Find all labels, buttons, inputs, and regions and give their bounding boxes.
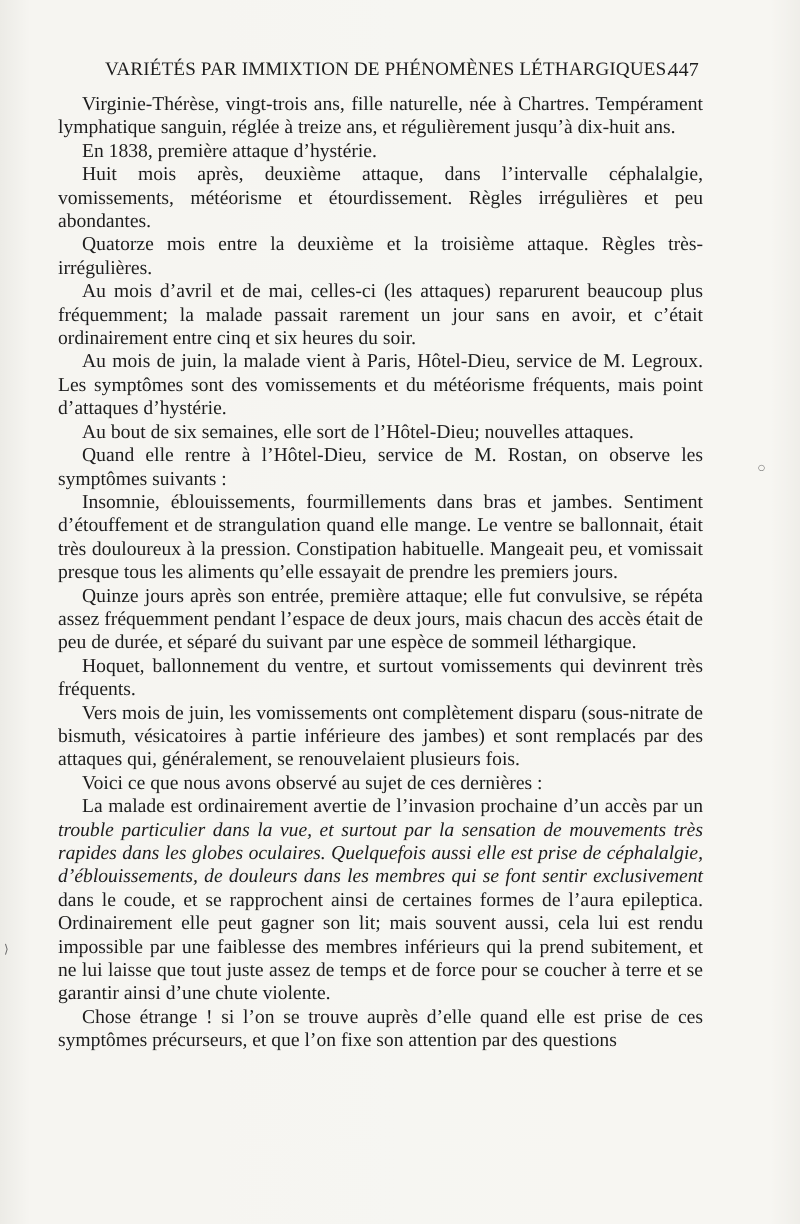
- text-span: Quand elle rentre à l’Hôtel-Dieu, service de M. Rostan, on observe les symptômes suivants :: [58, 445, 703, 490]
- text-span: Insomnie, éblouissements, fourmillements dans bras et jambes. Sentiment d’étouffement et de strangulation quand elle mange. Le ventre se ballonnait, était très douloureux à la pression. Constipation habituelle. Mangeait peu, et vomissait presque tous les aliments qu’elle essayait de prendre les premiers jours.: [58, 491, 703, 584]
- paragraph: [58, 444, 703, 491]
- paragraph: [58, 491, 703, 585]
- text-span: Au mois d’avril et de mai, celles-ci (les attaques) reparurent beaucoup plus fréquemment; la malade passait rarement un jour sans en avoir, et c’était ordinairement entre cinq et six heures du soir.: [58, 281, 703, 350]
- running-head: VARIÉTÉS PAR IMMIXTION DE PHÉNOMÈNES LÉTHARGIQUES.: [105, 59, 672, 80]
- italic-text: trouble particulier dans la vue, et surtout par la sensation de mouvements très rapides dans les globes oculaires. Quelquefois aussi elle est prise de céphalalgie, d’éblouissements, de douleurs dans les membres qui se font sentir exclusivement: [58, 819, 703, 888]
- text-span: Voici ce que nous avons observé au sujet de ces dernières :: [82, 772, 543, 794]
- paragraph: [58, 233, 703, 280]
- text-span: Quinze jours après son entrée, première attaque; elle fut convulsive, se répéta assez fréquemment pendant l’espace de deux jours, mais chacun des accès était de peu de durée, et séparé du suivant par une espèce de sommeil léthargique.: [58, 585, 703, 654]
- paragraph: [58, 655, 703, 702]
- paragraph: [58, 795, 703, 1006]
- margin-mark-right: ○: [758, 463, 765, 472]
- page-header: [105, 58, 699, 82]
- paragraph: [58, 702, 703, 772]
- paragraph: [58, 350, 703, 420]
- paragraph: [58, 1006, 703, 1053]
- page-number: 447: [668, 59, 699, 81]
- paragraph: [58, 421, 703, 444]
- text-span: Au bout de six semaines, elle sort de l’Hôtel-Dieu; nouvelles attaques.: [82, 421, 634, 443]
- text-span: Au mois de juin, la malade vient à Paris, Hôtel-Dieu, service de M. Legroux. Les symptômes sont des vomissements et du météorisme fréquents, mais point d’attaques d’hystérie.: [58, 351, 703, 420]
- paragraph: [58, 585, 703, 655]
- paragraph: [58, 93, 703, 140]
- text-span: dans le coude, et se rapprochent ainsi de certaines formes de l’aura epileptica. Ordinairement elle peut gagner son lit; mais souvent aussi, cela lui est rendu impossible par une faiblesse des membres inférieurs qui la prend subitement, et ne lui laisse que tout juste assez de temps et de force pour se coucher à terre et se garantir ainsi d’une chute violente.: [58, 889, 703, 1005]
- text-span: Vers mois de juin, les vomissements ont complètement disparu (sous-nitrate de bismuth, vésicatoires à partie inférieure des jambes) et sont remplacés par des attaques qui, généralement, se renouvelaient plusieurs fois.: [58, 702, 703, 771]
- text-span: Hoquet, ballonnement du ventre, et surtout vomissements qui devinrent très fréquents.: [58, 655, 703, 701]
- text-span: En 1838, première attaque d’hystérie.: [82, 140, 377, 162]
- body-text: [58, 93, 703, 1053]
- paragraph: [58, 772, 703, 795]
- text-span: Quatorze mois entre la deuxième et la troisième attaque. Règles très-irrégulières.: [58, 234, 703, 279]
- margin-mark-left: ⟩: [4, 942, 9, 956]
- paragraph: [58, 280, 703, 350]
- paragraph: [58, 163, 703, 233]
- text-span: Virginie-Thérèse, vingt-trois ans, fille naturelle, née à Chartres. Tempérament lymphatique sanguin, réglée à treize ans, et régulièrement jusqu’à dix-huit ans.: [58, 94, 703, 139]
- paragraph: [58, 140, 703, 163]
- text-span: Huit mois après, deuxième attaque, dans l’intervalle céphalalgie, vomissements, météorisme et étourdissement. Règles irrégulières et peu abondantes.: [58, 164, 703, 233]
- text-span: Chose étrange ! si l’on se trouve auprès d’elle quand elle est prise de ces symptômes précurseurs, et que l’on fixe son attention par des questions: [58, 1006, 703, 1052]
- text-span: La malade est ordinairement avertie de l’invasion prochaine d’un accès par un: [82, 796, 703, 818]
